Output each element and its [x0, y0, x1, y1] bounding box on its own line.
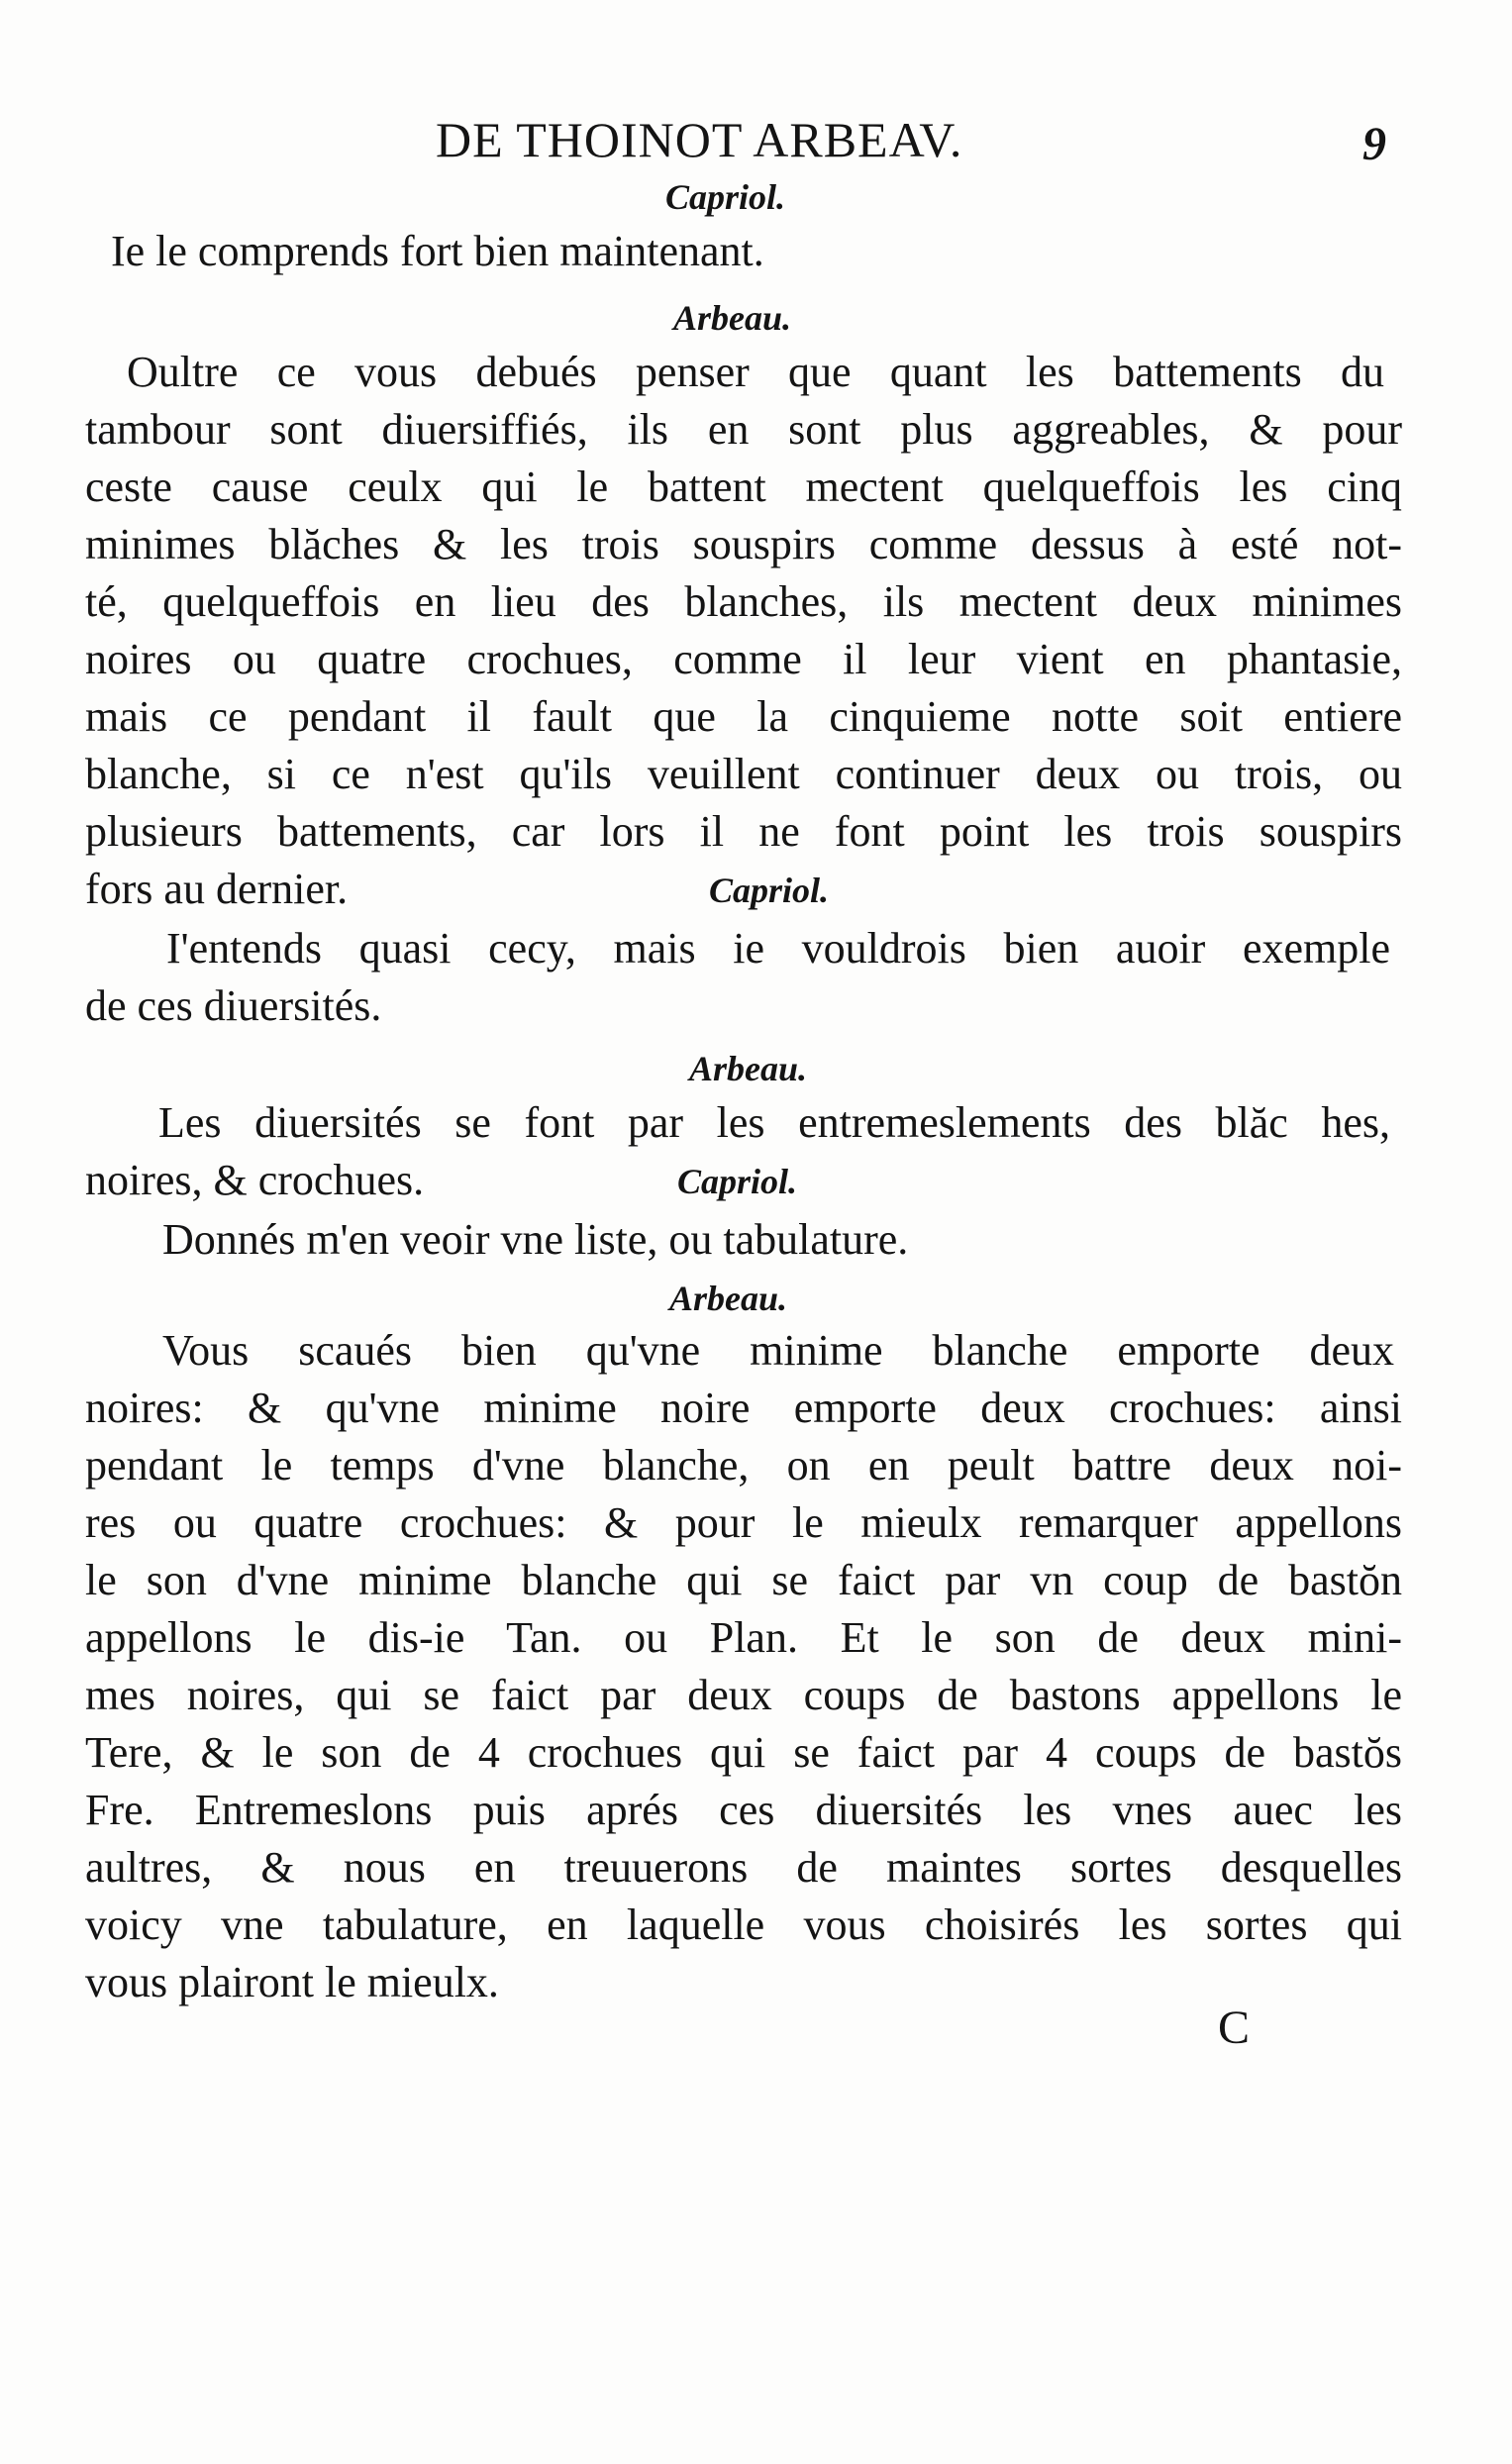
- text-line: pendant le temps d'vne blanche, on en peult battre deux noi-: [85, 1441, 1402, 1489]
- speaker-capriol: Capriol.: [665, 177, 786, 217]
- text-line: minimes blăches & les trois souspirs comme dessus à esté not-: [85, 520, 1402, 568]
- text-line: appellons le dis-ie Tan. ou Plan. Et le son de deux mini-: [85, 1613, 1402, 1662]
- text-line: noires ou quatre crochues, comme il leur vient en phantasie,: [85, 635, 1402, 683]
- text-line: vous plairont le mieulx.: [85, 1958, 499, 2006]
- speaker-arbeau: Arbeau.: [669, 1279, 788, 1318]
- text-line: blanche, si ce n'est qu'ils veuillent continuer deux ou trois, ou: [85, 750, 1402, 798]
- text-line: Ie le comprends fort bien maintenant.: [111, 227, 764, 275]
- running-head: DE THOINOT ARBEAV.: [436, 112, 963, 167]
- text-line: mais ce pendant il fault que la cinquieme notte soit entiere: [85, 692, 1402, 741]
- text-line: Vous scaués bien qu'vne minime blanche emporte deux: [162, 1326, 1394, 1375]
- page-number: 9: [1362, 118, 1386, 170]
- signature-mark: C: [1218, 2002, 1251, 2054]
- text-line: Donnés m'en veoir vne liste, ou tabulature.: [162, 1215, 909, 1264]
- text-line: noires, & crochues.: [85, 1156, 425, 1204]
- text-line: ceste cause ceulx qui le battent mectent quelqueffois les cinq: [85, 462, 1402, 511]
- text-line: té, quelqueffois en lieu des blanches, ils mectent deux minimes: [85, 577, 1402, 626]
- text-line: I'entends quasi cecy, mais ie vouldrois bien auoir exemple: [166, 924, 1390, 973]
- text-line: Oultre ce vous debués penser que quant les battements du: [127, 348, 1384, 396]
- text-line: voicy vne tabulature, en laquelle vous choisirés les sortes qui: [85, 1900, 1402, 1949]
- text-line: mes noires, qui se faict par deux coups de bastons appellons le: [85, 1671, 1402, 1719]
- text-line: de ces diuersités.: [85, 981, 382, 1030]
- text-line: plusieurs battements, car lors il ne font point les trois souspirs: [85, 807, 1402, 856]
- text-line: tambour sont diuersiffiés, ils en sont plus aggreables, & pour: [85, 405, 1402, 454]
- text-line: Fre. Entremeslons puis aprés ces diuersités les vnes auec les: [85, 1786, 1402, 1834]
- text-line: aultres, & nous en treuuerons de maintes sortes desquelles: [85, 1843, 1402, 1892]
- text-line: noires: & qu'vne minime noire emporte deux crochues: ainsi: [85, 1384, 1402, 1432]
- speaker-arbeau: Arbeau.: [673, 298, 792, 338]
- text-line: res ou quatre crochues: & pour le mieulx remarquer appellons: [85, 1498, 1402, 1547]
- text-line: Les diuersités se font par les entremeslements des blăc hes,: [158, 1098, 1390, 1147]
- speaker-capriol: Capriol.: [677, 1162, 798, 1201]
- text-line: Tere, & le son de 4 crochues qui se faict par 4 coups de bastŏs: [85, 1728, 1402, 1777]
- text-line: fors au dernier.: [85, 865, 349, 913]
- speaker-capriol: Capriol.: [709, 871, 830, 910]
- speaker-arbeau: Arbeau.: [689, 1049, 808, 1088]
- text-line: le son d'vne minime blanche qui se faict par vn coup de bastŏn: [85, 1556, 1402, 1604]
